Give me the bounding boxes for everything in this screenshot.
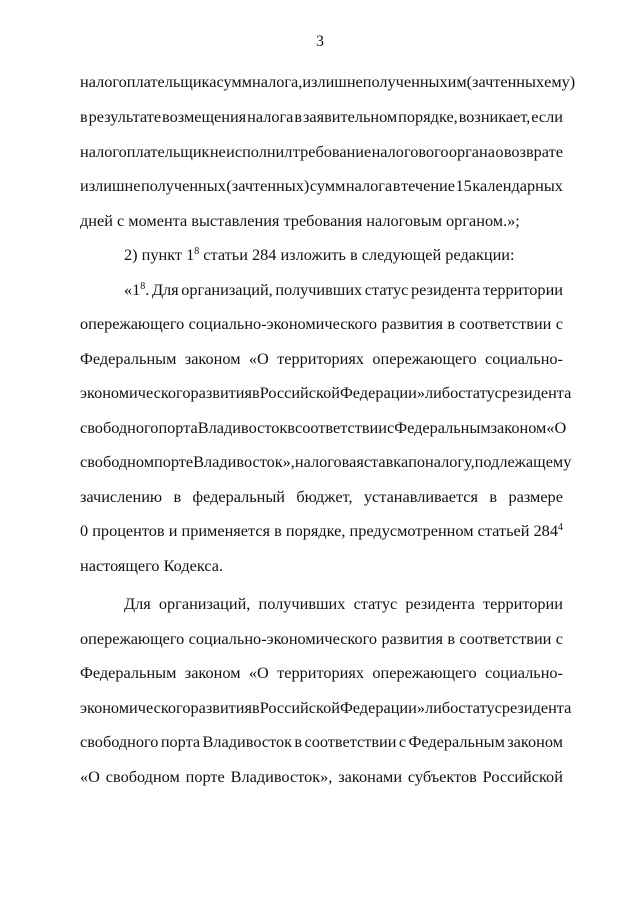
text-line: в результате возмещения налога в заявительном порядке, возникает, если [80, 107, 563, 126]
text-line: опережающего социально-экономического развития в соответствии с [80, 629, 563, 648]
text-line: настоящего Кодекса. [80, 556, 224, 575]
text-line: излишне полученных (зачтенных) сумм налога в течение 15 календарных [80, 176, 563, 195]
page-number: 3 [316, 33, 324, 50]
text-line: экономического развития в Российской Федерации» либо статус резидента [80, 383, 572, 402]
text-line: Федеральным законом «О территориях опережающего социально- [80, 349, 563, 368]
text-line: 2) пункт $1^8$ статьи 284 изложить в следующей редакции: [124, 245, 515, 264]
text-line: опережающего социально-экономического развития в соответствии с [80, 314, 563, 333]
text-line: Для организаций, получивших статус резидента территории [124, 594, 563, 613]
text-line: экономического развития в Российской Федерации» либо статус резидента [80, 698, 572, 717]
text-line: дней с момента выставления требования налоговым органом.»; [80, 211, 520, 230]
text-line: налогоплательщика сумм налога, излишне полученных им (зачтенных ему) [80, 72, 576, 91]
text-line: свободного порта Владивосток в соответствии с Федеральным законом «О [80, 418, 567, 437]
text-line: Федеральным законом «О территориях опережающего социально- [80, 663, 563, 682]
text-line: 0 процентов и применяется в порядке, предусмотренном статьей $284^4$ [80, 521, 563, 540]
text-line: свободного порта Владивосток в соответствии с Федеральным законом [80, 732, 563, 751]
text-line: «$1^8$. Для организаций, получивших статус резидента территории [124, 280, 563, 299]
text-line: налогоплательщик не исполнил требование налогового органа о возврате [80, 142, 563, 161]
text-line: свободном порте Владивосток», налоговая ставка по налогу, подлежащему [80, 452, 572, 471]
text-line: зачислению в федеральный бюджет, устанавливается в размере [80, 487, 563, 506]
text-line: «О свободном порте Владивосток», законами субъектов Российской [80, 767, 563, 786]
